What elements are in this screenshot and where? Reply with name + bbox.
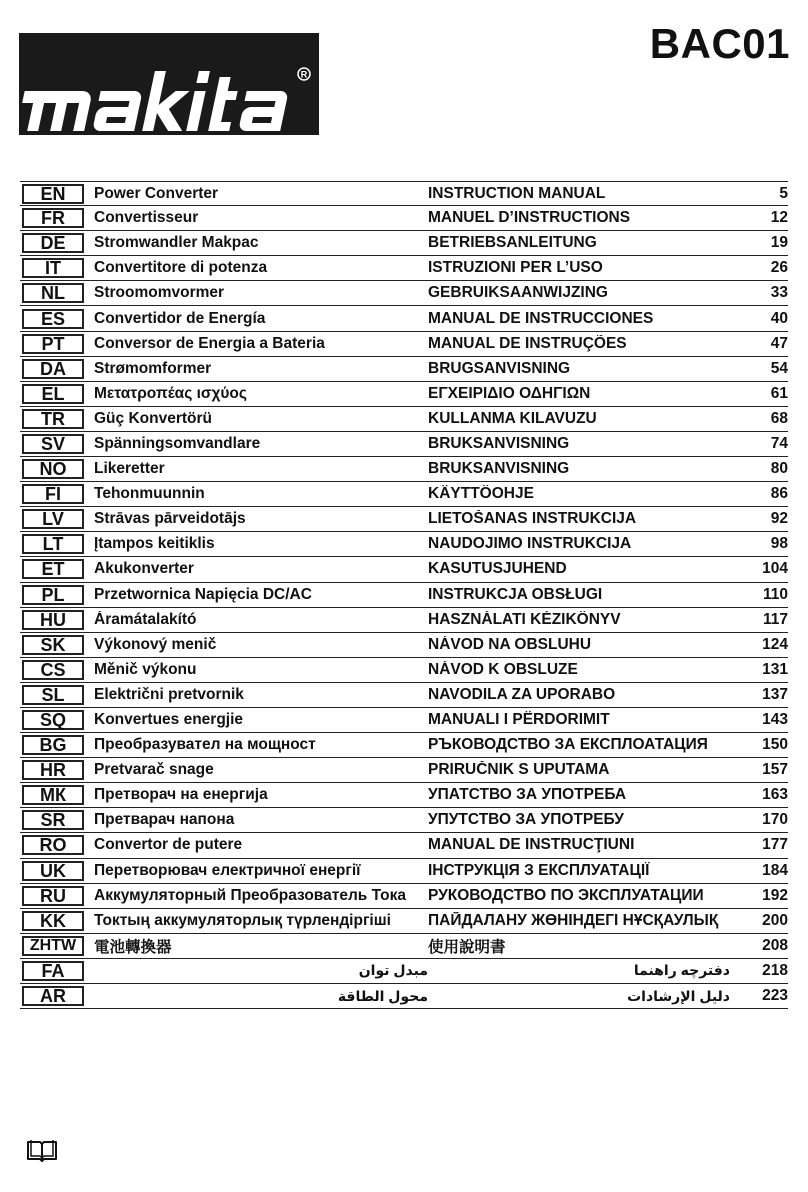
language-code: BG: [22, 735, 84, 755]
language-code: LT: [22, 534, 84, 554]
page-number: 143: [762, 711, 788, 729]
language-code: EL: [22, 384, 84, 404]
page-number: 40: [770, 309, 788, 327]
page-number: 47: [770, 334, 788, 352]
page-number: 177: [762, 836, 788, 854]
language-row: [20, 733, 788, 758]
manual-title: BETRIEBSANLEITUNG: [428, 234, 597, 252]
product-name: Výkonový menič: [94, 635, 217, 653]
manual-title: HASZNÁLATI KÉZIKÖNYV: [428, 610, 621, 628]
manual-title: ISTRUZIONI PER L’USO: [428, 259, 603, 277]
language-row: [20, 382, 788, 407]
product-name: محول الطاقة: [337, 987, 428, 1004]
page-number: 68: [770, 409, 788, 427]
manual-title: MANUEL D’INSTRUCTIONS: [428, 209, 631, 227]
manual-title: MANUAL DE INSTRUCCIONES: [428, 309, 654, 327]
manual-title: NAUDOJIMO INSTRUKCIJA: [428, 535, 632, 553]
product-name: Stromwandler Makpac: [94, 234, 259, 252]
product-name: Strømomformer: [94, 359, 212, 377]
manual-title: BRUKSANVISNING: [428, 460, 570, 478]
manual-title: NÁVOD NA OBSLUHU: [428, 635, 592, 653]
language-row: [20, 407, 788, 432]
page-number: 80: [770, 460, 788, 478]
language-row: [20, 181, 788, 206]
product-name: Güç Konvertörü: [94, 409, 212, 427]
language-code: UK: [22, 861, 84, 881]
page-number: 92: [770, 510, 788, 528]
manual-title: УПУТСТВО ЗА УПОТРЕБУ: [428, 811, 624, 829]
page-number: 163: [762, 786, 788, 804]
language-row: [20, 934, 788, 959]
language-index-table: [20, 181, 788, 1009]
manual-title: NAVODILA ZA UPORABO: [428, 685, 616, 703]
language-code: SL: [22, 685, 84, 705]
language-row: [20, 833, 788, 858]
page-number: 110: [762, 585, 788, 603]
product-name: مبدل توان: [358, 962, 428, 979]
product-name: Áramátalakító: [94, 610, 197, 628]
language-row: [20, 783, 788, 808]
page-number: 19: [770, 234, 788, 252]
language-code: RO: [22, 835, 84, 855]
language-code: PT: [22, 334, 84, 354]
language-code: FR: [22, 208, 84, 228]
manual-title: BRUKSANVISNING: [428, 434, 570, 452]
page-number: 124: [762, 635, 788, 653]
language-code: SQ: [22, 710, 84, 730]
language-row: [20, 432, 788, 457]
language-row: [20, 332, 788, 357]
manual-title: УПАТСТВО ЗА УПОТРЕБА: [428, 786, 627, 804]
product-name: Μετατροπέας ισχύος: [94, 384, 247, 402]
page-number: 192: [762, 886, 788, 904]
manual-title: MANUAL DE INSTRUÇÕES: [428, 334, 627, 352]
manual-title: ІНСТРУКЦІЯ З ЕКСПЛУАТАЦІЇ: [428, 861, 650, 879]
page-number: 131: [762, 660, 788, 678]
product-name: Stroomomvormer: [94, 284, 225, 302]
language-code: RU: [22, 886, 84, 906]
language-code: DA: [22, 359, 84, 379]
language-row: [20, 658, 788, 683]
language-code: FI: [22, 484, 84, 504]
language-code: SK: [22, 635, 84, 655]
page-number: 33: [770, 284, 788, 302]
language-code: LV: [22, 509, 84, 529]
language-row: [20, 583, 788, 608]
page-number: 5: [779, 184, 788, 202]
page-number: 170: [762, 811, 788, 829]
product-name: Konvertues energjie: [94, 711, 244, 729]
manual-title: 使用說明書: [428, 938, 506, 956]
language-row: [20, 909, 788, 934]
product-name: Strāvas pārveidotājs: [94, 510, 246, 528]
product-name: Električni pretvornik: [94, 685, 244, 703]
page-number: 137: [762, 685, 788, 703]
manual-title: BRUGSANVISNING: [428, 359, 571, 377]
page-number: 26: [770, 259, 788, 277]
manual-title: KÄYTTÖOHJE: [428, 485, 534, 503]
language-row: [20, 808, 788, 833]
manual-title: РЪКОВОДСТВО ЗА ЕКСПЛОАТАЦИЯ: [428, 736, 708, 754]
language-code: KK: [22, 911, 84, 931]
language-row: [20, 984, 788, 1009]
manual-title: ПАЙДАЛАНУ ЖӨНІНДЕГІ НҰСҚАУЛЫҚ: [428, 911, 719, 929]
product-name: Likeretter: [94, 460, 165, 478]
page-number: 74: [770, 434, 788, 452]
page-number: 208: [762, 936, 788, 954]
language-row: [20, 306, 788, 331]
language-row: [20, 758, 788, 783]
page-number: 200: [762, 911, 788, 929]
product-name: Měnič výkonu: [94, 660, 197, 678]
manual-title: دفترچه راهنما: [633, 962, 730, 979]
manual-title: ΕΓΧΕΙΡΙΔΙΟ ΟΔΗΓΙΩΝ: [428, 384, 591, 402]
product-name: Įtampos keitiklis: [94, 535, 215, 553]
language-code: ET: [22, 559, 84, 579]
language-row: [20, 206, 788, 231]
language-row: [20, 256, 788, 281]
product-name: Akukonverter: [94, 560, 194, 578]
page-number: 150: [762, 736, 788, 754]
product-name: Перетворювач електричної енергії: [94, 861, 361, 879]
manual-title: KASUTUSJUHEND: [428, 560, 567, 578]
language-code: SR: [22, 810, 84, 830]
language-row: [20, 281, 788, 306]
product-name: Spänningsomvandlare: [94, 434, 261, 452]
language-code: FA: [22, 961, 84, 981]
manual-title: LIETOŠANAS INSTRUKCIJA: [428, 510, 637, 528]
language-row: [20, 231, 788, 256]
book-icon: [26, 1139, 58, 1163]
language-code: ZHTW: [22, 936, 84, 956]
manual-title: MANUAL DE INSTRUCŢIUNI: [428, 836, 635, 854]
manual-title: PRIRUČNIK S UPUTAMA: [428, 761, 610, 779]
language-code: NL: [22, 283, 84, 303]
language-code: AR: [22, 986, 84, 1006]
page-number: 98: [770, 535, 788, 553]
page-number: 117: [762, 610, 788, 628]
language-row: [20, 859, 788, 884]
language-row: [20, 532, 788, 557]
product-name: Power Converter: [94, 184, 219, 202]
language-row: [20, 884, 788, 909]
manual-title: MANUALI I PËRDORIMIT: [428, 711, 610, 729]
product-name: Токтың аккумуляторлық түрлендіргіші: [94, 911, 391, 929]
page-number: 12: [770, 209, 788, 227]
manual-title: دليل الإرشادات: [627, 987, 730, 1004]
manual-title: GEBRUIKSAANWIJZING: [428, 284, 608, 302]
language-code: HU: [22, 610, 84, 630]
language-row: [20, 959, 788, 984]
language-code: IT: [22, 258, 84, 278]
language-code: DE: [22, 233, 84, 253]
page-number: 218: [762, 961, 788, 979]
language-code: NO: [22, 459, 84, 479]
page-number: 54: [770, 359, 788, 377]
product-name: Pretvarač snage: [94, 761, 214, 779]
product-name: Convertitore di potenza: [94, 259, 268, 277]
model-number: BAC01: [649, 20, 790, 67]
language-code: CS: [22, 660, 84, 680]
page-number: 184: [762, 861, 788, 879]
page-number: 104: [762, 560, 788, 578]
manual-title: РУКОВОДСТВО ПО ЭКСПЛУАТАЦИИ: [428, 886, 704, 904]
product-name: Convertor de putere: [94, 836, 243, 854]
language-row: [20, 683, 788, 708]
language-code: TR: [22, 409, 84, 429]
language-code: ES: [22, 309, 84, 329]
product-name: Convertisseur: [94, 209, 199, 227]
language-code: PL: [22, 585, 84, 605]
language-row: [20, 482, 788, 507]
makita-logo: [19, 33, 319, 135]
language-code: МК: [22, 785, 84, 805]
language-row: [20, 357, 788, 382]
page-number: 86: [770, 485, 788, 503]
product-name: Преобразувател на мощност: [94, 736, 316, 754]
language-row: [20, 557, 788, 582]
svg-text:R: R: [300, 69, 308, 80]
page-number: 223: [762, 987, 788, 1005]
product-name: Претворач на енергија: [94, 786, 268, 804]
product-name: Претварач напона: [94, 811, 235, 829]
product-name: Tehonmuunnin: [94, 485, 205, 503]
language-row: [20, 457, 788, 482]
product-name: 電池轉換器: [94, 938, 172, 956]
page-number: 61: [770, 384, 788, 402]
product-name: Przetwornica Napięcia DC/AC: [94, 585, 312, 603]
language-row: [20, 708, 788, 733]
manual-title: INSTRUCTION MANUAL: [428, 184, 606, 202]
language-code: HR: [22, 760, 84, 780]
manual-title: NÁVOD K OBSLUZE: [428, 660, 578, 678]
manual-title: INSTRUKCJA OBSŁUGI: [428, 585, 603, 603]
language-row: [20, 633, 788, 658]
product-name: Аккумуляторный Преобразователь Тока: [94, 886, 406, 904]
language-code: SV: [22, 434, 84, 454]
language-row: [20, 608, 788, 633]
manual-title: KULLANMA KILAVUZU: [428, 409, 597, 427]
language-row: [20, 507, 788, 532]
language-code: EN: [22, 184, 84, 204]
product-name: Conversor de Energia a Bateria: [94, 334, 325, 352]
page-number: 157: [762, 761, 788, 779]
product-name: Convertidor de Energía: [94, 309, 266, 327]
